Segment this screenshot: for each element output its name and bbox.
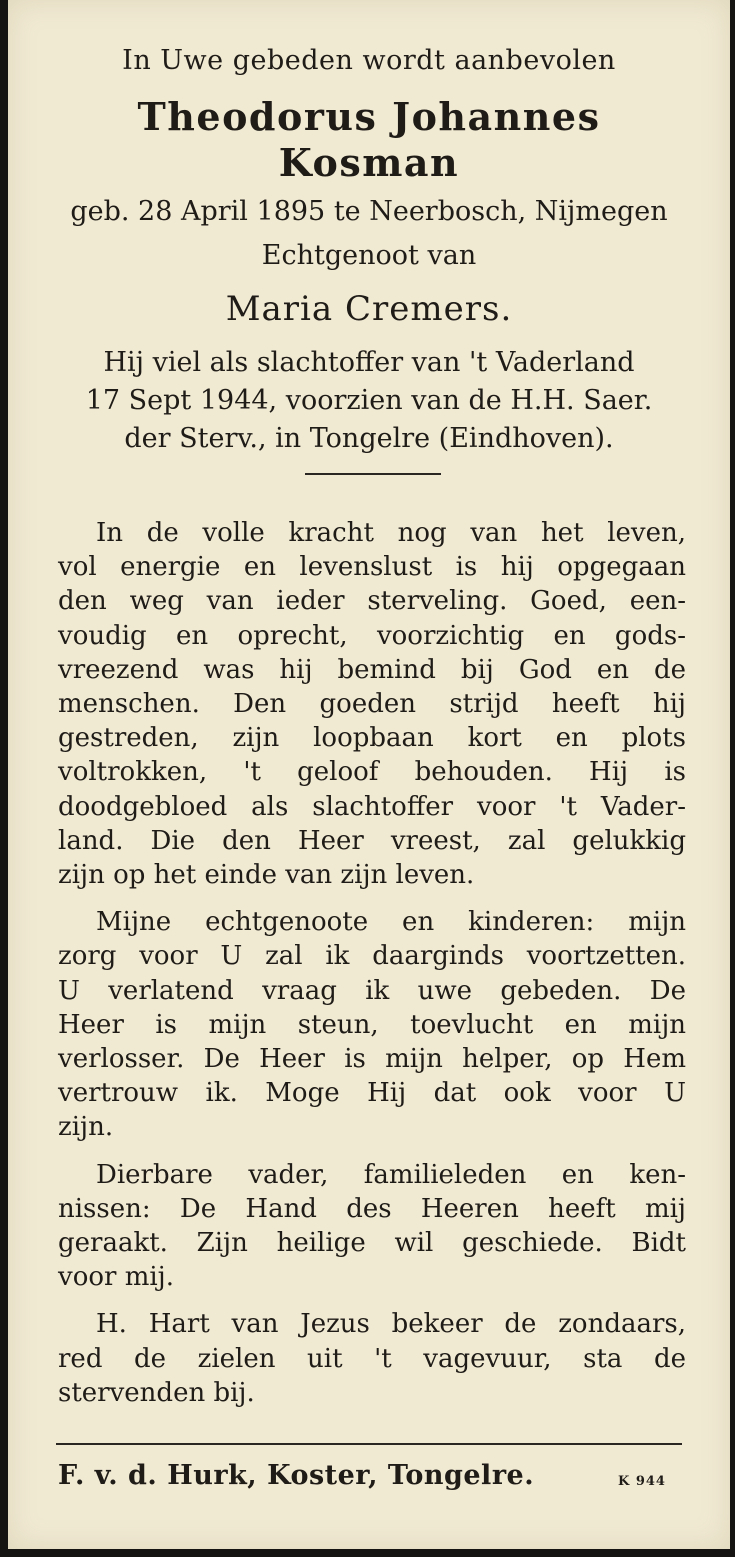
text-line: geraakt. Zijn heilige wil geschiede. Bidt (58, 1228, 686, 1259)
text-line: nissen: De Hand des Heeren heeft mij (58, 1193, 686, 1224)
printer-credit: F. v. d. Hurk, Koster, Tongelre. (58, 1460, 535, 1491)
birth-info: geb. 28 April 1895 te Neerbosch, Nijmegen (70, 196, 668, 227)
death-line: Hij viel als slachtoffer van 't Vaderland (103, 347, 635, 378)
text-line: voudig en oprecht, voorzichtig en gods- (58, 620, 686, 651)
spouse-label: Echtgenoot van (261, 240, 477, 271)
text-line: gestreden, zijn loopbaan kort en plots (58, 723, 686, 754)
paragraph-4 (58, 1307, 686, 1410)
death-line: der Sterv., in Tongelre (Eindhoven). (124, 423, 614, 454)
text-line: red de zielen uit 't vagevuur, sta de (58, 1343, 686, 1374)
divider-long (56, 1443, 682, 1445)
text-line: vreezend was hij bemind bij God en de (58, 654, 686, 685)
text-line: U verlatend vraag ik uwe gebeden. De (58, 975, 686, 1006)
memorial-card (8, 0, 730, 1549)
death-info (8, 344, 730, 458)
text-line: menschen. Den goeden strijd heeft hij (58, 689, 686, 720)
text-line: verlosser. De Heer is mijn helper, op Hem (58, 1044, 686, 1075)
paragraph-2 (58, 905, 686, 1144)
deceased-name-line1: Theodorus Johannes (137, 94, 601, 139)
text-line: voltrokken, 't geloof behouden. Hij is (58, 757, 686, 788)
paragraph-1 (58, 516, 686, 892)
text-line: vol energie en levenslust is hij opgegaan (58, 552, 686, 583)
text-line: Dierbare vader, familieleden en ken- (96, 1159, 686, 1190)
text-line: den weg van ieder sterveling. Goed, een- (58, 586, 686, 617)
text-line: stervenden bij. (58, 1377, 255, 1408)
text-line: vertrouw ik. Moge Hij dat ook voor U (58, 1078, 686, 1109)
text-line: Heer is mijn steun, toevlucht en mijn (58, 1009, 686, 1040)
text-line: H. Hart van Jezus bekeer de zondaars, (96, 1309, 686, 1340)
text-line: voor mij. (58, 1262, 174, 1293)
text-line: zorg voor U zal ik daarginds voortzetten. (58, 941, 686, 972)
text-line: zijn. (58, 1112, 114, 1143)
text-line: In de volle kracht nog van het leven, (96, 518, 686, 548)
death-line: 17 Sept 1944, voorzien van de H.H. Saer. (85, 385, 653, 416)
divider-short (305, 473, 441, 475)
text-line: land. Die den Heer vreest, zal gelukkig (58, 825, 686, 856)
text-line: zijn op het einde van zijn leven. (58, 860, 475, 891)
spouse-name: Maria Cremers. (225, 289, 513, 329)
body-text (58, 516, 686, 1423)
text-line: doodgebloed als slachtoffer voor 't Vader- (58, 791, 686, 822)
deceased-name-line2: Kosman (278, 140, 460, 185)
print-code: K 944 (618, 1474, 666, 1489)
text-line: Mijne echtgenoote en kinderen: mijn (96, 907, 686, 938)
paragraph-3 (58, 1158, 686, 1295)
intro-text: In Uwe gebeden wordt aanbevolen (122, 45, 616, 76)
